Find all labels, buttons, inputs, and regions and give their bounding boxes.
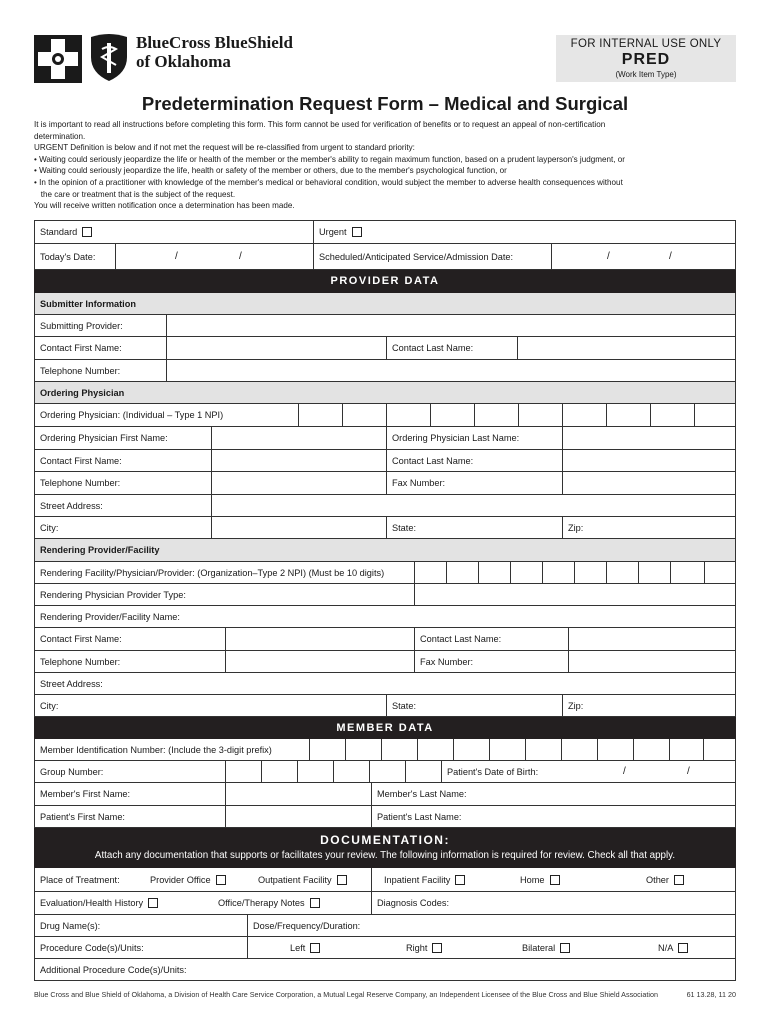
- evaluation-option[interactable]: [35, 892, 205, 914]
- office-notes-label: Office/Therapy Notes: [218, 898, 305, 908]
- ordering-phone-row: [34, 472, 736, 495]
- bilateral-label: Bilateral: [522, 942, 556, 953]
- standard-label: Standard: [40, 227, 78, 237]
- standard-checkbox[interactable]: [82, 227, 92, 237]
- other-label: Other: [646, 874, 669, 885]
- group-box[interactable]: [297, 761, 333, 782]
- internal-use-label: FOR INTERNAL USE ONLY: [570, 38, 722, 50]
- city-label: City:: [40, 522, 59, 533]
- fax-field[interactable]: [562, 472, 737, 494]
- left-checkbox[interactable]: [310, 943, 320, 953]
- street-field[interactable]: [211, 495, 737, 516]
- npi-digit-box[interactable]: [704, 562, 737, 583]
- patient-name-row: [34, 806, 736, 828]
- ordering-last-field[interactable]: [562, 427, 737, 449]
- org-name-line1: BlueCross BlueShield: [136, 33, 293, 52]
- npi-digit-box[interactable]: [386, 404, 430, 426]
- na-label: N/A: [658, 942, 674, 953]
- provider-office-checkbox[interactable]: [216, 875, 226, 885]
- npi-digit-box[interactable]: [478, 562, 510, 583]
- drug-row: [34, 915, 736, 937]
- member-id-box[interactable]: [417, 739, 453, 760]
- provider-office-option[interactable]: [145, 868, 249, 891]
- group-row: [34, 761, 736, 783]
- todays-date-field[interactable]: [115, 244, 313, 269]
- todays-date-label: Today's Date:: [40, 251, 96, 262]
- procedure-label[interactable]: Procedure Code(s)/Units:: [40, 942, 144, 953]
- dose-label[interactable]: Dose/Frequency/Duration:: [247, 915, 737, 936]
- outpatient-label: Outpatient Facility: [258, 874, 332, 885]
- npi-digit-box[interactable]: [518, 404, 562, 426]
- blue-shield-logo-icon: [88, 33, 130, 88]
- place-label: Place of Treatment:: [40, 874, 120, 885]
- street-label[interactable]: Street Address:: [40, 678, 103, 689]
- bilateral-checkbox[interactable]: [560, 943, 570, 953]
- dob-label: Patient's Date of Birth:: [447, 766, 539, 777]
- ordering-subheader: Ordering Physician: [34, 382, 736, 404]
- procedure-row: [34, 937, 736, 959]
- submitter-subheader: Submitter Information: [34, 293, 736, 315]
- outpatient-checkbox[interactable]: [337, 875, 347, 885]
- left-label: Left: [290, 942, 306, 953]
- org-name: [136, 33, 293, 71]
- rendering-city-row: [34, 695, 736, 717]
- footer: [34, 990, 736, 999]
- state-label: State:: [386, 517, 562, 538]
- npi-digit-box[interactable]: [694, 404, 737, 426]
- form-code: 61 13.28, 11 20: [686, 990, 736, 999]
- office-notes-option[interactable]: [213, 892, 371, 914]
- submitting-provider-label: Submitting Provider:: [40, 320, 123, 331]
- fax-label: Fax Number:: [386, 472, 562, 494]
- rendering-street-row: [34, 673, 736, 695]
- contact-first-field[interactable]: [166, 337, 386, 359]
- contact-first-field[interactable]: [211, 450, 386, 471]
- bilateral-option[interactable]: [517, 937, 597, 958]
- provider-office-label: Provider Office: [150, 874, 211, 885]
- rendering-name-row: [34, 606, 736, 628]
- contact-last-label: Contact Last Name:: [386, 337, 517, 359]
- npi-digit-box[interactable]: [574, 562, 606, 583]
- contact-last-field[interactable]: [517, 337, 737, 359]
- date-slash: /: [623, 766, 626, 777]
- rendering-subheader: Rendering Provider/Facility: [34, 539, 736, 562]
- submitter-contact-row: [34, 337, 736, 360]
- member-id-box[interactable]: [597, 739, 633, 760]
- dob-field[interactable]: [441, 761, 737, 782]
- ordering-city-row: [34, 517, 736, 539]
- instructions: [34, 119, 734, 212]
- date-slash: /: [175, 251, 178, 262]
- member-id-box[interactable]: [345, 739, 381, 760]
- submitting-provider-row: [34, 315, 736, 337]
- intro-line: URGENT Definition is below and if not met the request will be re-classified from urgent to standard priority:: [34, 143, 415, 153]
- group-label: Group Number:: [40, 766, 104, 777]
- drug-label[interactable]: Drug Name(s):: [40, 920, 101, 931]
- npi-digit-box[interactable]: [414, 562, 446, 583]
- evaluation-row: [34, 892, 736, 915]
- scheduled-date-field[interactable]: [551, 244, 737, 269]
- member-id-box[interactable]: [703, 739, 737, 760]
- intro-line: the care or treatment that is the subject of the request.: [34, 189, 236, 199]
- npi-digit-box[interactable]: [298, 404, 342, 426]
- internal-use-box: [556, 35, 736, 82]
- contact-last-field[interactable]: [562, 450, 737, 471]
- rendering-type-field[interactable]: [414, 584, 737, 605]
- documentation-instruction: Attach any documentation that supports or facilitates your review. The following information is required for review. Check all that apply.: [94, 850, 676, 861]
- ordering-contact-row: [34, 450, 736, 472]
- group-box[interactable]: [405, 761, 441, 782]
- patient-first-field[interactable]: [225, 806, 371, 827]
- member-id-box[interactable]: [561, 739, 597, 760]
- member-id-box[interactable]: [453, 739, 489, 760]
- npi-digit-box[interactable]: [650, 404, 694, 426]
- npi-digit-box[interactable]: [474, 404, 518, 426]
- npi-digit-box[interactable]: [638, 562, 670, 583]
- date-slash: /: [687, 766, 690, 777]
- member-first-label: Member's First Name:: [40, 789, 131, 799]
- intro-line: • Waiting could seriously jeopardize the life or health of the member or the member's ability to regain maximum function, based on a prudent layperson's judgment, or: [34, 154, 625, 164]
- ordering-first-label: Ordering Physician First Name:: [40, 433, 168, 443]
- npi-digit-box[interactable]: [562, 404, 606, 426]
- additional-procedure-row: [34, 959, 736, 981]
- contact-first-field[interactable]: [225, 628, 414, 650]
- date-slash: /: [607, 251, 610, 262]
- rendering-contact-row: [34, 628, 736, 651]
- ordering-street-row: [34, 495, 736, 517]
- rendering-npi-row: [34, 562, 736, 584]
- intro-line: • Waiting could seriously jeopardize the life, health or safety of the member or others, due to the member's psychological function, or: [34, 166, 507, 176]
- home-label: Home: [520, 874, 545, 885]
- group-box[interactable]: [333, 761, 369, 782]
- city-label[interactable]: City:: [40, 700, 59, 711]
- telephone-field[interactable]: [211, 472, 386, 494]
- fax-label: Fax Number:: [414, 651, 568, 672]
- documentation-header: [34, 828, 736, 868]
- right-option[interactable]: [401, 937, 461, 958]
- contact-last-label: Contact Last Name:: [386, 450, 562, 471]
- member-id-row: [34, 739, 736, 761]
- documentation-title: DOCUMENTATION:: [320, 833, 450, 847]
- rendering-type-label: Rendering Physician Provider Type:: [40, 589, 186, 600]
- home-checkbox[interactable]: [550, 875, 560, 885]
- left-option[interactable]: [285, 937, 345, 958]
- npi-digit-box[interactable]: [542, 562, 574, 583]
- group-box[interactable]: [369, 761, 405, 782]
- group-box[interactable]: [225, 761, 261, 782]
- ordering-last-label: Ordering Physician Last Name:: [386, 427, 562, 449]
- office-notes-checkbox[interactable]: [310, 898, 320, 908]
- npi-digit-box[interactable]: [430, 404, 474, 426]
- group-box[interactable]: [261, 761, 297, 782]
- submitting-provider-field[interactable]: [166, 315, 737, 336]
- intro-line: • In the opinion of a practitioner with knowledge of the member's medical or behavioral condition, would subject the member to adverse health consequences without: [34, 177, 623, 187]
- right-checkbox[interactable]: [432, 943, 442, 953]
- work-code-note: (Work Item Type): [615, 70, 677, 79]
- intro-line: You will receive written notification once a determination has been made.: [34, 201, 295, 211]
- patient-first-label: Patient's First Name:: [40, 811, 125, 822]
- telephone-label: Telephone Number:: [40, 478, 121, 488]
- ordering-first-field[interactable]: [211, 427, 386, 449]
- date-slash: /: [239, 251, 242, 262]
- member-id-box[interactable]: [633, 739, 669, 760]
- telephone-label: Telephone Number:: [40, 656, 121, 667]
- rendering-phone-row: [34, 651, 736, 673]
- telephone-field[interactable]: [225, 651, 414, 672]
- contact-first-label: Contact First Name:: [40, 455, 122, 466]
- npi-digit-box[interactable]: [606, 404, 650, 426]
- outpatient-option[interactable]: [253, 868, 373, 891]
- zip-label[interactable]: Zip:: [562, 695, 737, 716]
- ordering-name-row: [34, 427, 736, 450]
- member-id-label: Member Identification Number: (Include the 3-digit prefix): [40, 744, 272, 755]
- diagnosis-label[interactable]: Diagnosis Codes:: [371, 892, 737, 914]
- home-option[interactable]: [515, 868, 595, 891]
- page-title: Predetermination Request Form – Medical and Surgical: [141, 93, 629, 114]
- intro-line: It is important to read all instructions before completing this form. This form cannot be used for verification of benefits or to request an appeal of non-certification: [34, 120, 606, 129]
- work-code: PRED: [621, 51, 671, 68]
- intro-line: determination.: [34, 131, 86, 141]
- member-data-header: MEMBER DATA: [34, 717, 736, 739]
- rendering-name-label[interactable]: Rendering Provider/Facility Name:: [40, 611, 180, 622]
- npi-digit-box[interactable]: [342, 404, 386, 426]
- telephone-field[interactable]: [166, 360, 737, 381]
- npi-digit-box[interactable]: [446, 562, 478, 583]
- right-label: Right: [406, 942, 428, 953]
- patient-last-label[interactable]: Patient's Last Name:: [371, 806, 737, 827]
- npi-digit-box[interactable]: [606, 562, 638, 583]
- place-of-treatment-row: [34, 868, 736, 892]
- ordering-npi-label: Ordering Physician: (Individual – Type 1 NPI): [40, 410, 224, 420]
- member-name-row: [34, 783, 736, 806]
- scheduled-date-label: Scheduled/Anticipated Service/Admission Date:: [313, 244, 551, 269]
- standard-option[interactable]: [35, 221, 313, 243]
- contact-last-field[interactable]: [568, 628, 737, 650]
- member-first-field[interactable]: [225, 783, 371, 805]
- na-checkbox[interactable]: [678, 943, 688, 953]
- urgent-label: Urgent: [319, 227, 347, 237]
- inpatient-checkbox[interactable]: [455, 875, 465, 885]
- inpatient-option[interactable]: [371, 868, 521, 891]
- dates-row: [34, 244, 736, 270]
- member-id-box[interactable]: [309, 739, 345, 760]
- additional-procedure-label[interactable]: Additional Procedure Code(s)/Units:: [40, 964, 187, 975]
- member-id-box[interactable]: [381, 739, 417, 760]
- evaluation-label: Evaluation/Health History: [40, 898, 144, 908]
- state-label[interactable]: State:: [386, 695, 562, 716]
- blue-cross-logo-icon: [34, 35, 82, 88]
- city-field[interactable]: [211, 517, 386, 538]
- street-label: Street Address:: [40, 500, 103, 511]
- npi-digit-box[interactable]: [510, 562, 542, 583]
- date-slash: /: [669, 251, 672, 262]
- urgent-checkbox[interactable]: [352, 227, 362, 237]
- urgent-option[interactable]: [313, 221, 737, 243]
- contact-last-label: Contact Last Name:: [414, 628, 568, 650]
- member-last-label[interactable]: Member's Last Name:: [371, 783, 737, 805]
- member-id-box[interactable]: [489, 739, 525, 760]
- contact-first-label: Contact First Name:: [40, 634, 122, 644]
- fax-field[interactable]: [568, 651, 737, 672]
- other-checkbox[interactable]: [674, 875, 684, 885]
- other-option[interactable]: [641, 868, 731, 891]
- ordering-npi-row: [34, 404, 736, 427]
- na-option[interactable]: [653, 937, 713, 958]
- member-id-box[interactable]: [669, 739, 703, 760]
- priority-row: [34, 220, 736, 244]
- rendering-npi-label: Rendering Facility/Physician/Provider: (Organization–Type 2 NPI) (Must be 10 digits): [40, 567, 385, 578]
- inpatient-label: Inpatient Facility: [384, 874, 451, 885]
- provider-data-header: PROVIDER DATA: [34, 270, 736, 293]
- submitter-phone-row: [34, 360, 736, 382]
- evaluation-checkbox[interactable]: [148, 898, 158, 908]
- telephone-label: Telephone Number:: [40, 365, 121, 376]
- npi-digit-box[interactable]: [670, 562, 704, 583]
- rendering-type-row: [34, 584, 736, 606]
- org-name-line2: of Oklahoma: [136, 52, 231, 71]
- member-id-box[interactable]: [525, 739, 561, 760]
- contact-first-label: Contact First Name:: [40, 343, 122, 353]
- zip-label[interactable]: Zip:: [562, 517, 737, 538]
- footer-text: Blue Cross and Blue Shield of Oklahoma, a Division of Health Care Service Corporation, a Mutual Legal Reserve Company, an Independent Licensee of the Blue Cross and Blue Shield Association: [34, 990, 658, 999]
